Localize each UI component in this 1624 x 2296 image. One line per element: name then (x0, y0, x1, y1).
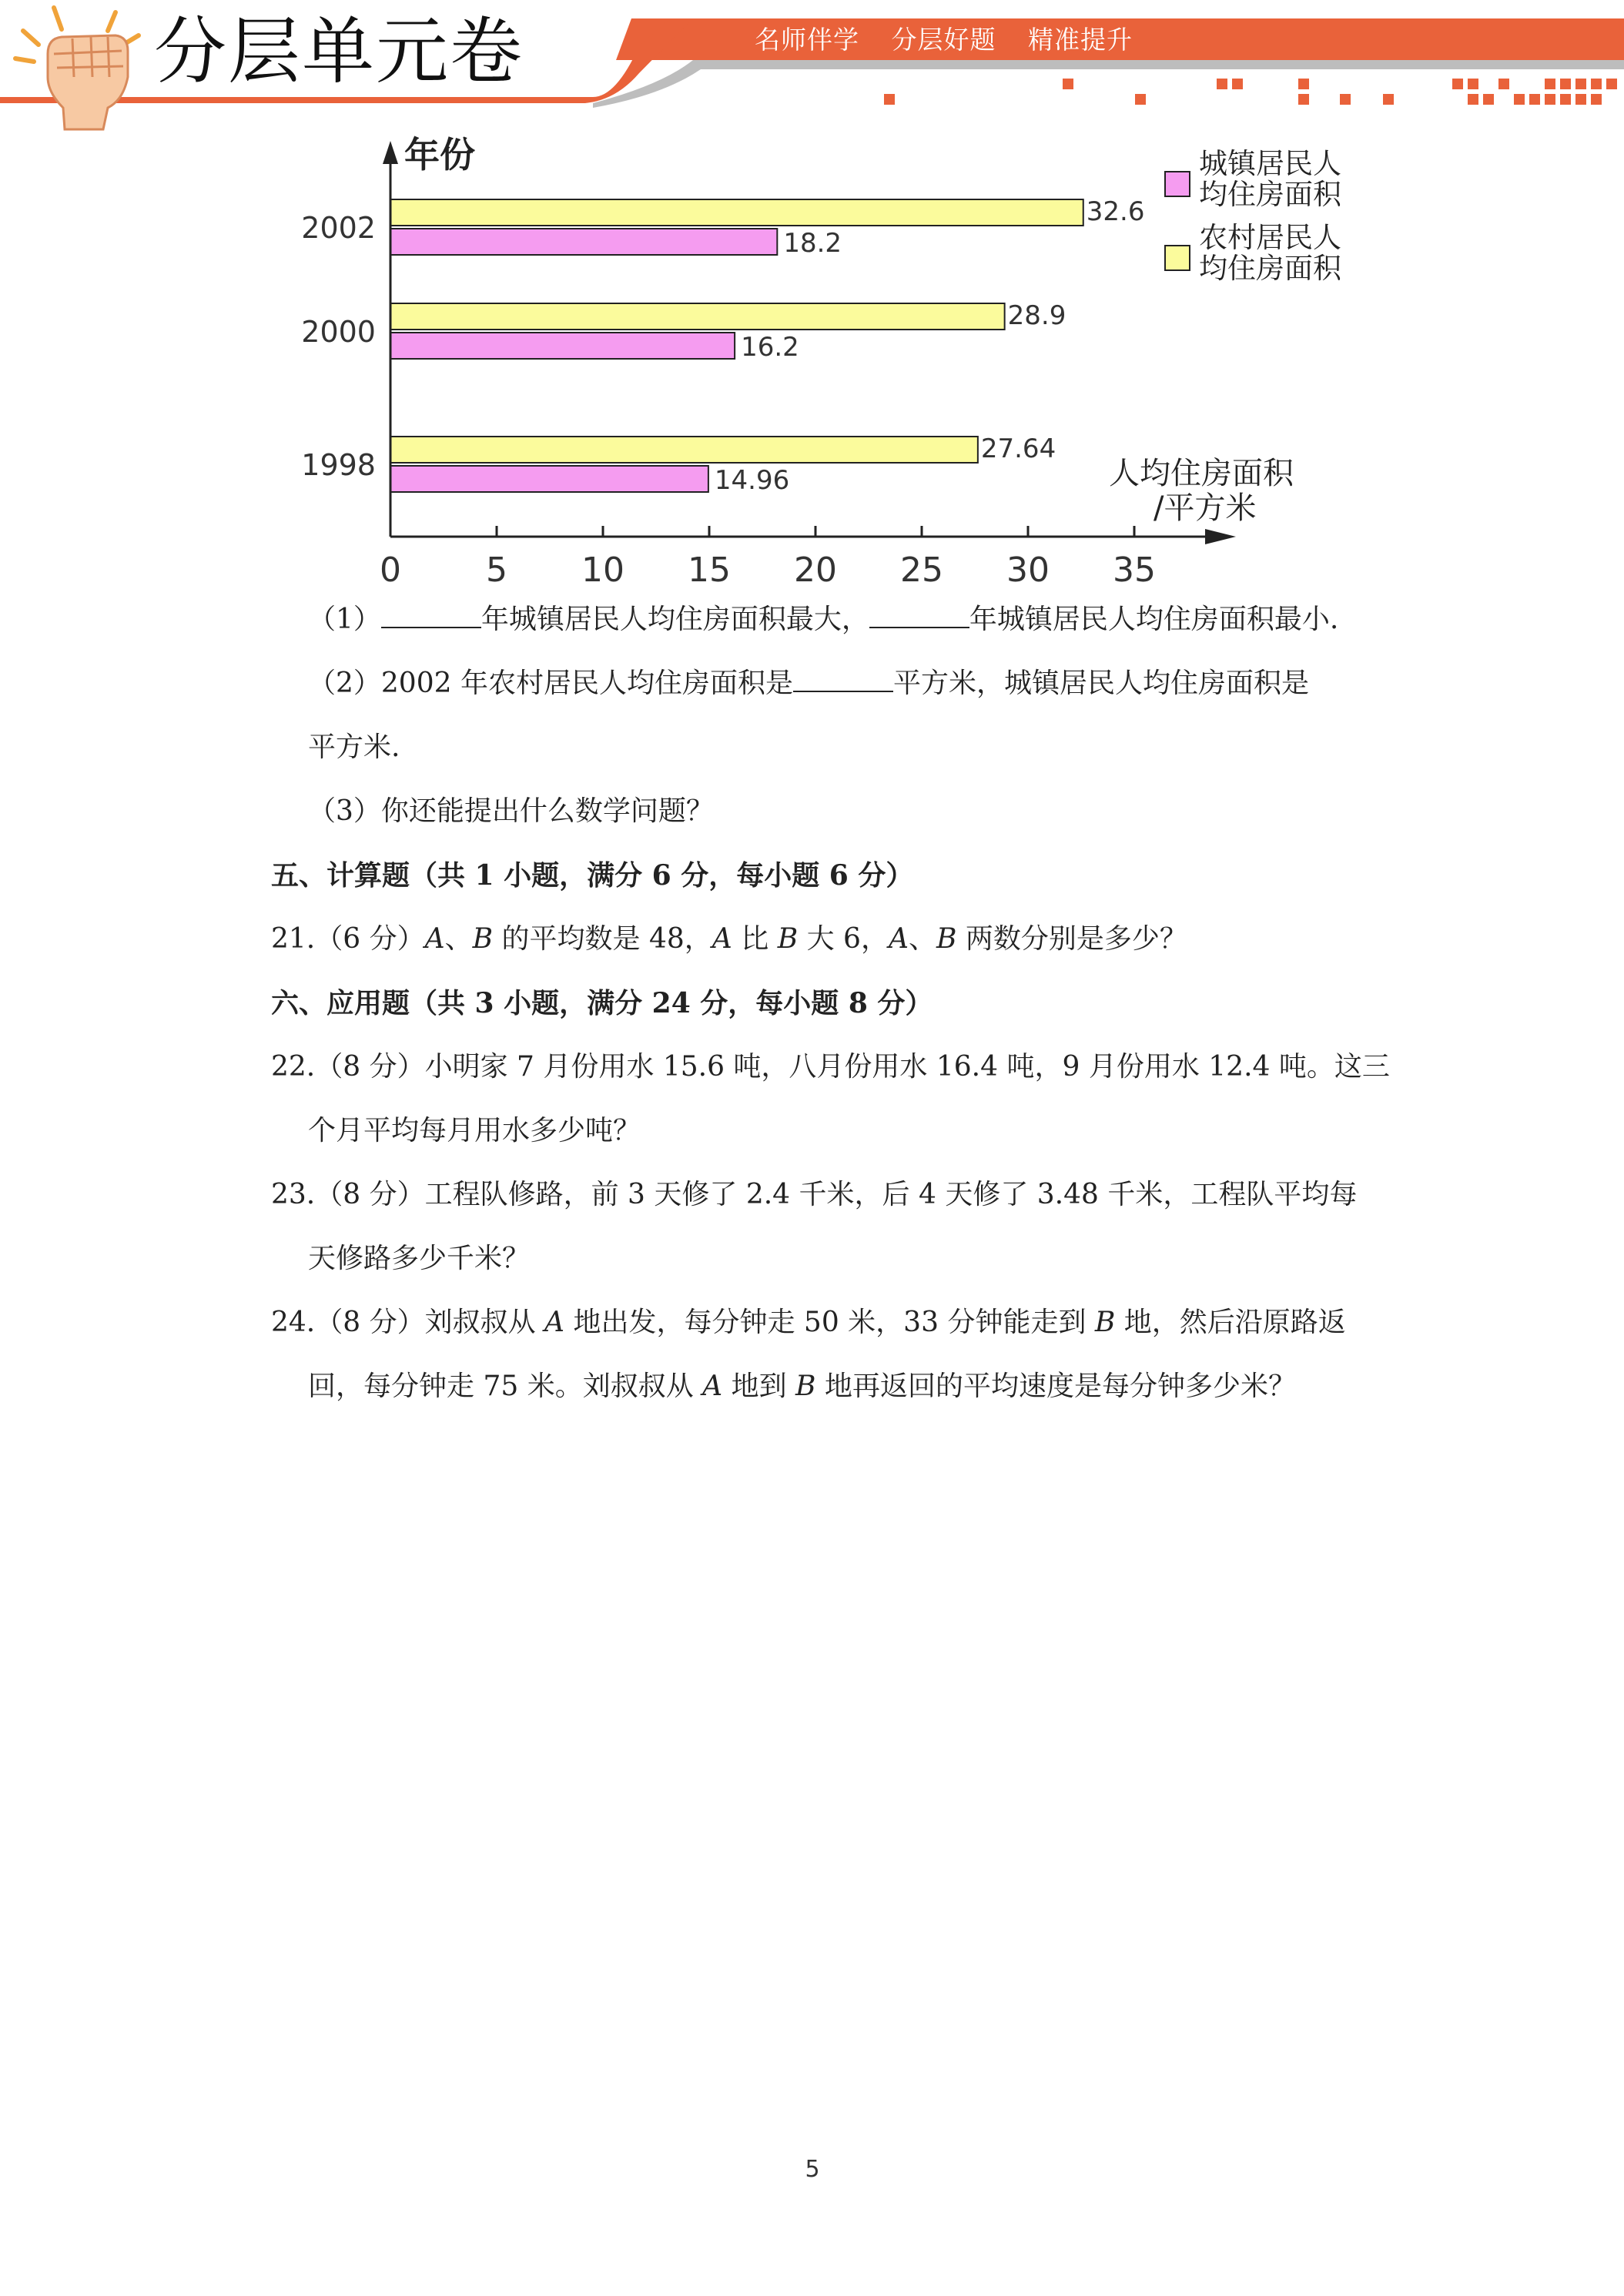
x-axis-arrow (1205, 529, 1236, 544)
x-tick-label: 30 (1006, 551, 1050, 589)
page-header (0, 0, 1624, 131)
x-tick-label: 35 (1113, 551, 1156, 589)
decorative-dots (884, 79, 1617, 105)
bar-rural-2000 (390, 303, 1005, 330)
question-24-line-2: 回，每分钟走 75 米。刘叔叔从 A 地到 B 地再返回的平均速度是每分钟多少米？ (308, 1371, 1296, 1402)
page-number: 5 (805, 2156, 820, 2183)
legend-label: 均住房面积 (1199, 178, 1341, 211)
section-6-heading: 六、应用题（共 3 小题，满分 24 分，每小题 8 分） (271, 987, 933, 1019)
y-tick-label: 2000 (301, 315, 376, 349)
x-tick-label: 25 (900, 551, 943, 589)
question-2-line-2: 平方米. (308, 731, 400, 763)
x-tick-label: 15 (688, 551, 731, 589)
x-tick-label: 5 (486, 551, 507, 589)
answer-blank[interactable] (793, 668, 893, 692)
bar-urban-2002 (390, 229, 777, 255)
x-axis-title-unit: /平方米 (1154, 490, 1257, 526)
bar-urban-2000 (390, 333, 735, 359)
y-tick-label: 2002 (301, 211, 376, 245)
legend-label: 农村居民人 (1199, 221, 1341, 254)
x-tick-label: 10 (581, 551, 624, 589)
section-5-heading: 五、计算题（共 1 小题，满分 6 分，每小题 6 分） (271, 859, 914, 892)
y-axis-title: 年份 (404, 134, 475, 176)
question-22-line-2: 个月平均每月用水多少吨？ (308, 1115, 641, 1146)
legend-swatch (1165, 172, 1190, 196)
x-tick-label: 0 (380, 551, 401, 589)
legend-label: 城镇居民人 (1199, 147, 1341, 180)
question-24-line-1: 24.（8 分）刘叔叔从 A 地出发，每分钟走 50 米，33 分钟能走到 B 地，然后沿原路返 (271, 1307, 1346, 1338)
housing-area-bar-chart (293, 127, 1386, 589)
header-title: 分层单元卷 (154, 10, 524, 94)
answer-blank[interactable] (381, 604, 481, 628)
question-1: （1） 年城镇居民人均住房面积最大， 年城镇居民人均住房面积最小. (308, 604, 1339, 635)
y-tick-label: 1998 (301, 448, 376, 482)
x-axis-title: 人均住房面积 (1109, 456, 1294, 491)
data-label: 16.2 (741, 332, 799, 363)
x-tick-label: 20 (794, 551, 837, 589)
data-label: 27.64 (980, 433, 1056, 464)
data-label: 14.96 (714, 465, 790, 496)
question-3: （3）你还能提出什么数学问题？ (308, 795, 714, 827)
bar-rural-1998 (390, 437, 978, 463)
header-slogan: 名师伴学 分层好题 精准提升 (755, 25, 1133, 55)
question-23-line-2: 天修路多少千米？ (308, 1243, 531, 1274)
data-label: 32.6 (1086, 196, 1145, 227)
data-label: 28.9 (1007, 300, 1066, 331)
data-label: 18.2 (783, 228, 842, 259)
answer-blank[interactable] (869, 604, 969, 628)
bar-urban-1998 (390, 466, 708, 492)
question-21: 21.（6 分）A、B 的平均数是 48，A 比 B 大 6，A、B 两数分别是多少？ (271, 923, 1187, 955)
legend-swatch (1165, 246, 1190, 270)
question-23-line-1: 23.（8 分）工程队修路，前 3 天修了 2.4 千米，后 4 天修了 3.48 千米，工程队平均每 (271, 1179, 1358, 1210)
bar-rural-2002 (390, 199, 1083, 226)
legend-label: 均住房面积 (1199, 252, 1341, 285)
question-2-line-1: （2）2002 年农村居民人均住房面积是 平方米，城镇居民人均住房面积是 (308, 668, 1309, 699)
question-22-line-1: 22.（8 分）小明家 7 月份用水 15.6 吨，八月份用水 16.4 吨，9 月份用水 12.4 吨。这三 (271, 1051, 1390, 1083)
y-axis-arrow (383, 141, 398, 164)
fist-logo-icon (15, 8, 139, 129)
